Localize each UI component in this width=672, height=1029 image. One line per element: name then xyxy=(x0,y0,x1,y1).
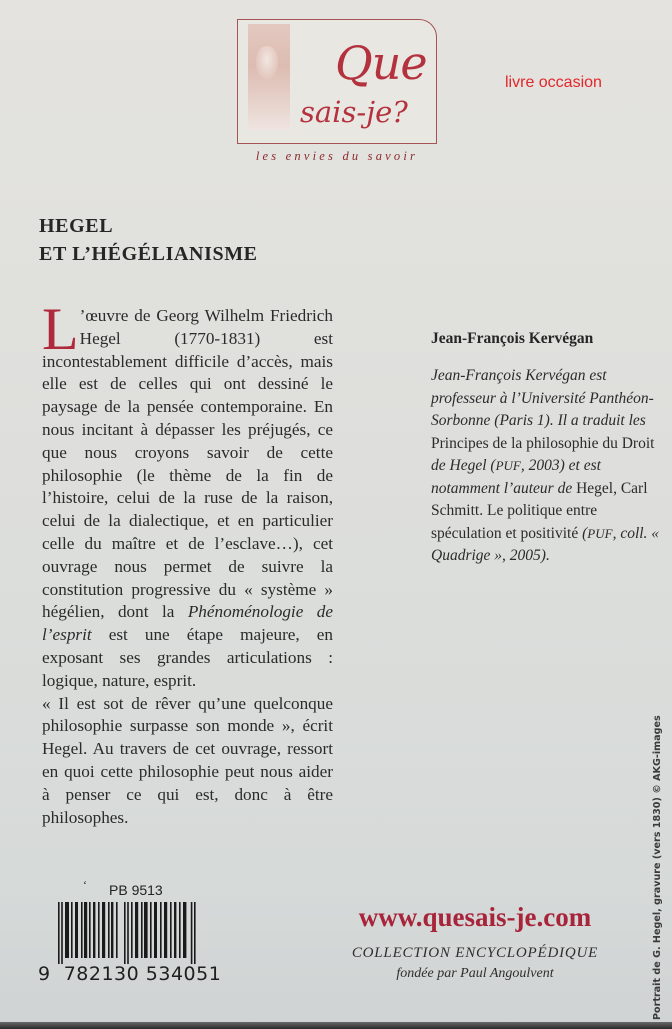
publisher-website-link[interactable]: www.quesais-je.com xyxy=(358,902,592,932)
summary-paragraph-1: L ’œuvre de Georg Wilhelm Friedrich Hegel (1770-1831) est incontestablement difficile d’accès, mais elle est de celles qui ont dessiné le paysage de la pensée contemporaine. En nous incitant à dépasser les préjugés, ce que nous croyons savoir de cette philosophie (le thème de la fin de l’histoire, celui de la ruse de la raison, celui de la dialectique, et en particulier celle du maître et de l’esclave…), cet ouvrage nous permet de suivre la constitution progressive du « système » hégélien, dont la Phénoménologie de l’esprit est une étape majeure, en exposant ses grandes articulations : logique, nature, esprit. xyxy=(42,296,333,690)
portrait-credit: Portrait de G. Hegel, gravure (vers 1830) © AKG-images xyxy=(652,715,663,1020)
collection-label: COLLECTION ENCYCLOPÉDIQUE xyxy=(351,945,599,961)
author-bio: Jean-François Kervégan est professeur à l’Université Panthéon-Sorbonne (Paris 1). Il a traduit les Principes de la philosophie du Droit de Hegel (PUF, 2003) et est notamment l’auteur de Hegel, Carl Schmitt. Le politique entre spéculation et positivité (PUF, coll. « Quadrige », 2005). xyxy=(431,367,660,564)
book-title-line1: HEGEL xyxy=(39,215,114,237)
barcode-icon xyxy=(58,902,196,964)
series-code: PB 9513 xyxy=(109,882,163,898)
logo-que-text: Que xyxy=(335,36,427,90)
tick-mark: ‘ xyxy=(83,878,87,892)
founder-line: fondée par Paul Angoulvent xyxy=(396,966,554,981)
isbn-number: 9 782130 534051 xyxy=(38,963,222,985)
back-cover-summary xyxy=(42,296,333,829)
summary-paragraph-2: « Il est sot de rêver qu’une quelconque philosophie surpasse son monde », écrit Hegel. Au travers de cet ouvrage, ressort en quoi cette philosophie peut nous aider à penser ce qui est, donc à être philosophes. xyxy=(42,693,333,827)
hegel-portrait-image xyxy=(248,24,290,130)
book-title xyxy=(39,212,258,268)
drop-cap: L xyxy=(42,296,79,362)
book-title-line2: ET L’HÉGÉLIANISME xyxy=(39,243,258,265)
phenomenologie-title: Phénoménologie de l’esprit xyxy=(42,602,333,645)
logo-sais-je-text: sais-je? xyxy=(300,95,408,129)
que-sais-je-logo xyxy=(237,19,437,144)
author-name: Jean-François Kervégan xyxy=(431,330,594,347)
cover-bottom-edge xyxy=(0,1022,672,1029)
logo-tagline: les envies du savoir xyxy=(255,149,419,163)
used-book-stamp: livre occasion xyxy=(505,74,602,91)
